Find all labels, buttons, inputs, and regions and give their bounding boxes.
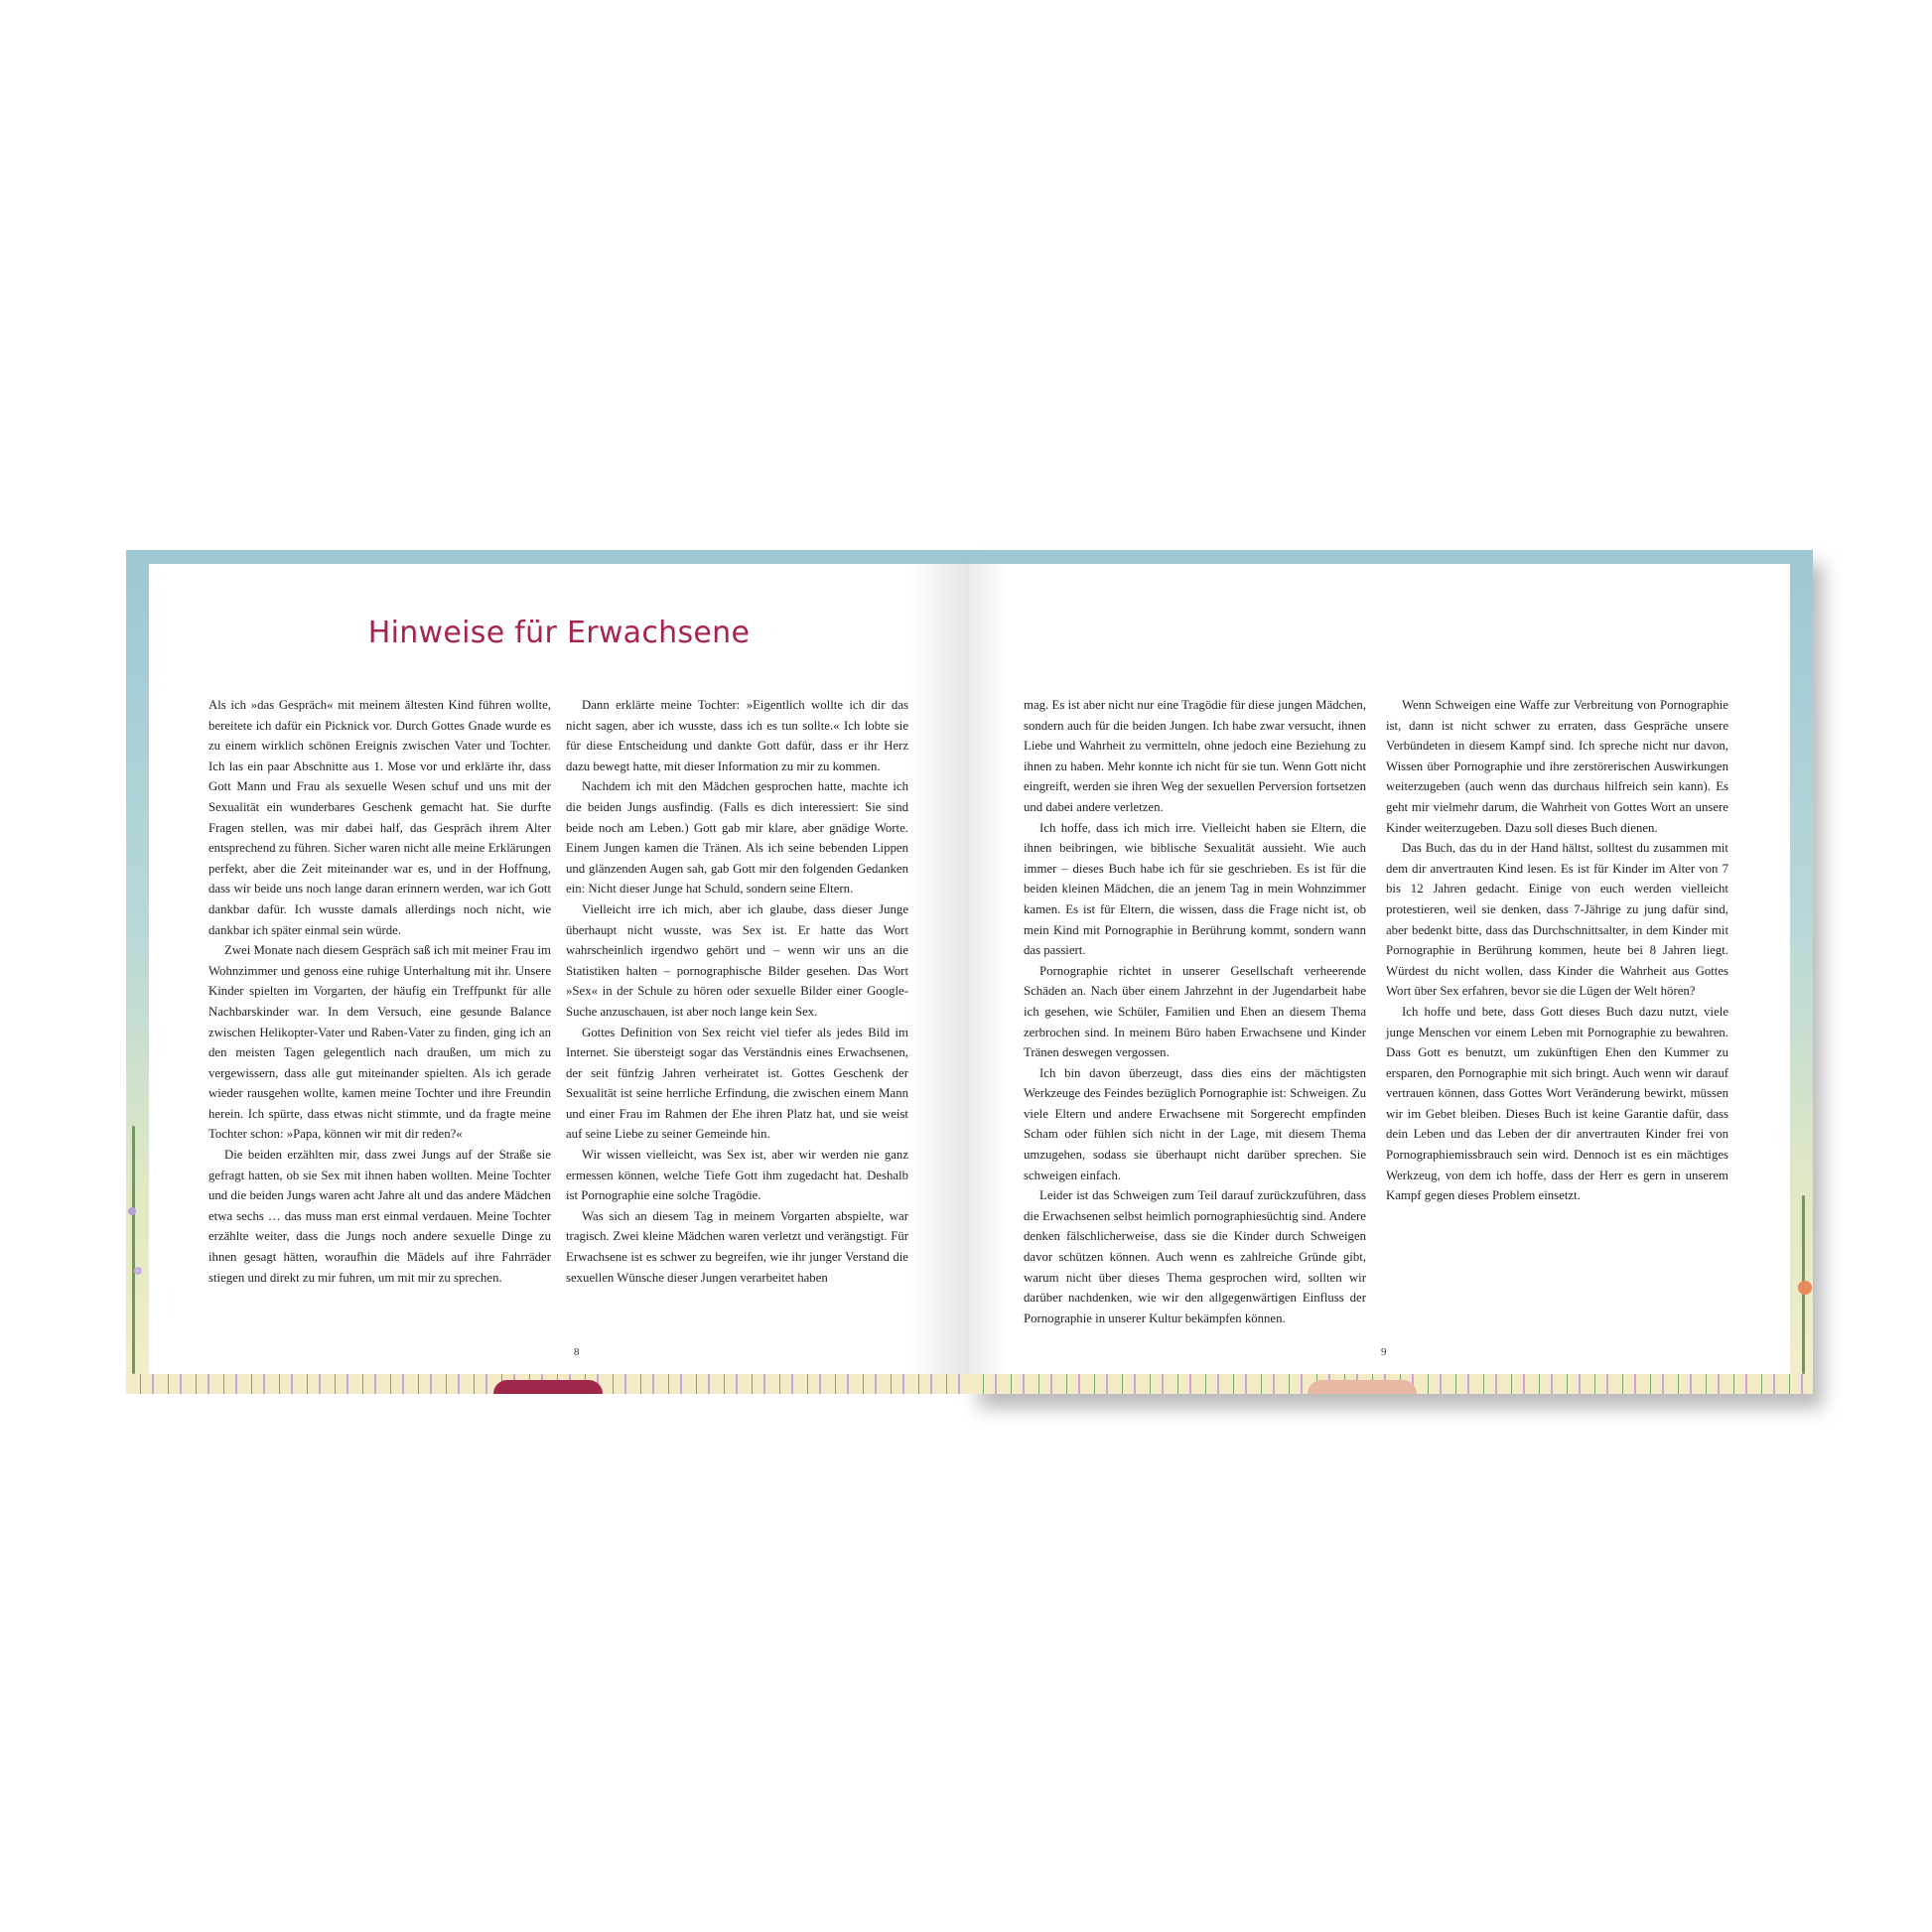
paragraph: Pornographie richtet in unserer Gesellschaft verheerende Schäden an. Nach über einem Jahrzehnt in der Jugendarbeit habe ich gesehen, wie Schüler, Familien und Ehen an diesem Thema zerbrochen sind. In meinem Büro haben Erwachsene und Kinder Tränen deswegen vergossen. xyxy=(1024,963,1366,1060)
text-column-3 xyxy=(1024,695,1366,1328)
text-column-4 xyxy=(1386,695,1728,1206)
gutter-shadow xyxy=(969,564,1009,1374)
poppy-icon xyxy=(1798,1281,1812,1295)
page-right xyxy=(969,564,1790,1374)
paragraph: Ich hoffe, dass ich mich irre. Vielleicht haben sie Eltern, die ihnen beibringen, wie biblische Sexualität aussieht. Wie auch immer – dieses Buch habe ich für sie geschrieben. Es ist für die beiden kleinen Mädchen, die an jenem Tag in mein Wohnzimmer kamen. Es ist für Eltern, die wissen, dass die Frage nicht ist, ob mein Kind mit Pornographie in Berührung kommt, sondern wann das passiert. xyxy=(1024,820,1366,958)
plant-sprig-left xyxy=(132,1126,135,1374)
page-title: Hinweise für Erwachsene xyxy=(367,616,751,650)
page-left xyxy=(149,564,969,1374)
paragraph: Als ich »das Gespräch« mit meinem ältesten Kind führen wollte, bereitete ich dafür ein Picknick vor. Durch Gottes Gnade wurde es zu einem wirklich schönen Ereignis zwischen Vater und Tochter. Ich las ein paar Abschnitte aus 1. Mose vor und erklärte ihr, dass Gott Mann und Frau als sexuelle Wesen schuf und uns mit der Sexualität ein wunderbares Geschenk gemacht hat. Sie durfte Fragen stellen, was mir dabei half, das Gespräch ihrem Alter entsprechend zu führen. Sicher waren nicht alle meine Erklärungen perfekt, aber die Zeit miteinander war es, und in der Hoffnung, dass wir beide uns noch lange daran erinnern werden, war ich Gott dankbar dafür. Ich wusste damals allerdings noch nicht, wie dankbar ich später einmal sein würde. xyxy=(208,698,551,937)
paragraph: Dann erklärte meine Tochter: »Eigentlich wollte ich dir das nicht sagen, aber ich wusste, dass ich es tun sollte.« Ich lobte sie für diese Entscheidung und dankte Gott dafür, dass er ihr Herz dazu bewegt hatte, mit dieser Information zu mir zu kommen. xyxy=(566,698,908,773)
paragraph: Leider ist das Schweigen zum Teil darauf zurückzuführen, dass die Erwachsenen selbst heimlich pornographiesüchtig sind. Andere denken fälschlicherweise, dass sie die Kinder durch Schweigen davor schützen können. Auch wenn es zahlreiche Gründe gibt, warum nicht über dieses Thema gesprochen wird, sollten wir darüber nachdenken, wie wir den allgegenwärtigen Einfluss der Pornographie in unserer Kultur bekämpfen können. xyxy=(1024,1188,1366,1325)
flower-decoration-right xyxy=(1308,1380,1417,1394)
paragraph: Nachdem ich mit den Mädchen gesprochen hatte, machte ich die beiden Jungs ausfindig. (Falls es dich interessiert: Sie sind beide noch am Leben.) Gott gab mir klare, aber gnädige Worte. Einem Jungen kamen die Tränen. Als ich seine bebenden Lippen und glänzenden Augen sah, gab Gott mir den folgenden Gedanken ein: Nicht dieser Junge hat Schuld, sondern seine Eltern. xyxy=(566,779,908,897)
paragraph: Wir wissen vielleicht, was Sex ist, aber wir werden nie ganz ermessen können, welche Tiefe Gott ihm zugedacht hat. Deshalb ist Pornographie eine solche Tragödie. xyxy=(566,1148,908,1203)
paragraph: Das Buch, das du in der Hand hältst, solltest du zusammen mit dem dir anvertrauten Kind lesen. Es ist für Kinder im Alter von 7 bis 12 Jahren gedacht. Einige von euch werden vielleicht protestieren, weil sie denken, dass 7-Jährige zu jung dafür sind, aber bedenkt bitte, dass das Durchschnittsalter, in dem Kinder mit Pornographie in Berührung kommen, heute bei 8 Jahren liegt. Würdest du nicht wollen, dass Kinder die Wahrheit aus Gottes Wort über Sex erfahren, bevor sie die Lügen der Welt hören? xyxy=(1386,841,1728,999)
paragraph: Die beiden erzählten mir, dass zwei Jungs auf der Straße sie gefragt hatten, ob sie Sex mit ihnen haben wollten. Meine Tochter und die beiden Jungs waren acht Jahre alt und das andere Mädchen etwa sechs … das muss man erst einmal verdauen. Meine Tochter erzählte weiter, dass die Jungs noch andere sexuelle Dinge zu ihnen gesagt hätten, woraufhin die Mädels auf ihre Fahrräder stiegen und direkt zu mir fuhren, um mit mir zu sprechen. xyxy=(208,1148,551,1285)
paragraph: Vielleicht irre ich mich, aber ich glaube, dass dieser Junge überhaupt nicht wusste, was Sex ist. Er hatte das Wort wahrscheinlich irgendwo gehört und – wenn wir uns an die Statistiken halten – pornographische Bilder gesehen. Das Wort »Sex« in der Schule zu hören oder sexuelle Bilder einer Google-Suche anzuschauen, ist aber noch lange kein Sex. xyxy=(566,901,908,1019)
flower-decoration-left xyxy=(493,1380,603,1394)
paragraph: Wenn Schweigen eine Waffe zur Verbreitung von Pornographie ist, dann ist nicht schwer zu erraten, dass Gespräche unsere Verbündeten in diesem Kampf sind. Ich spreche nicht nur davon, Wissen über Pornographie und ihre zerstörerischen Auswirkungen weiterzugeben (auch wenn das durchaus hilfreich sein kann). Es geht mir vielmehr darum, die Wahrheit von Gottes Wort an unsere Kinder weiterzugeben. Dazu soll dieses Buch dienen. xyxy=(1386,698,1728,835)
flower-bud-icon xyxy=(128,1207,136,1215)
paragraph: mag. Es ist aber nicht nur eine Tragödie für diese jungen Mädchen, sondern auch für die beiden Jungen. Ich habe zwar versucht, ihnen Liebe und Wahrheit zu vermitteln, ohne jedoch eine Beziehung zu ihnen zu haben. Mehr konnte ich nicht für sie tun. Wenn Gott nicht eingreift, werden sie ihren Weg der sexuellen Perversion fortsetzen und dabei andere verletzen. xyxy=(1024,698,1366,814)
paragraph: Gottes Definition von Sex reicht viel tiefer als jedes Bild im Internet. Sie übersteigt sogar das Verständnis eines Erwachsenen, der seit fünfzig Jahren verheiratet ist. Gottes Geschenk der Sexualität ist seine herrliche Erfindung, die zwischen einem Mann und einer Frau im Rahmen der Ehe ihren Platz hat, und sie weist auf seine Liebe zu seiner Gemeinde hin. xyxy=(566,1025,908,1142)
book-spread xyxy=(126,550,1813,1394)
paragraph: Zwei Monate nach diesem Gespräch saß ich mit meiner Frau im Wohnzimmer und genoss eine ruhige Unterhaltung mit ihr. Unsere Kinder spielten im Vorgarten, der häufig ein Treffpunkt für alle Nachbarskinder war. In dem Versuch, eine gesunde Balance zwischen Helikopter-Vater und Raben-Vater zu finden, ging ich an den meisten Tagen gelegentlich nach draußen, um mich zu vergewissern, dass alle gut miteinander spielten. Als ich gerade wieder rausgehen wollte, kamen meine Tochter und ihre Freundin herein. Ich spürte, dass etwas nicht stimmte, und da fragte meine Tochter schon: »Papa, können wir mit dir reden?« xyxy=(208,943,551,1142)
paragraph: Ich bin davon überzeugt, dass dies eins der mächtigsten Werkzeuge des Feindes bezüglich Pornographie ist: Schweigen. Zu viele Eltern und andere Erwachsene mit Sorgerecht empfinden Scham oder fühlen sich nicht in der Lage, mit diesem Thema umzugehen, sodass sie überhaupt nicht darüber sprechen. Sie schweigen einfach. xyxy=(1024,1065,1366,1182)
flower-bud-icon xyxy=(134,1267,142,1275)
text-column-2 xyxy=(566,695,908,1288)
paragraph: Ich hoffe und bete, dass Gott dieses Buch dazu nutzt, viele junge Menschen vor einem Leben mit Pornographie zu bewahren. Dass Gott es benutzt, um zukünftigen Ehen den Kummer zu ersparen, den Pornographie mit sich bringt. Auch wenn wir darauf vertrauen können, dass Gottes Wort Veränderung bewirkt, müssen wir im Gebet bleiben. Dieses Buch ist keine Garantie dafür, dass dein Leben und das Leben der dir anvertrauten Kinder frei von Pornographiemissbrauch sein wird. Dennoch ist es ein mächtiges Werkzeug, von dem ich hoffe, dass der Herr es gern in unserem Kampf gegen dieses Problem einsetzt. xyxy=(1386,1004,1728,1203)
text-column-1 xyxy=(208,695,551,1288)
page-number-right: 9 xyxy=(1381,1346,1387,1358)
paragraph: Was sich an diesem Tag in meinem Vorgarten abspielte, war tragisch. Zwei kleine Mädchen waren verletzt und verängstigt. Für Erwachsene ist es schwer zu begreifen, wie ihr junger Verstand die sexuellen Wünsche dieser Jungen verarbeitet haben xyxy=(566,1208,908,1285)
page-number-left: 8 xyxy=(574,1346,580,1358)
gutter-shadow xyxy=(909,564,969,1374)
